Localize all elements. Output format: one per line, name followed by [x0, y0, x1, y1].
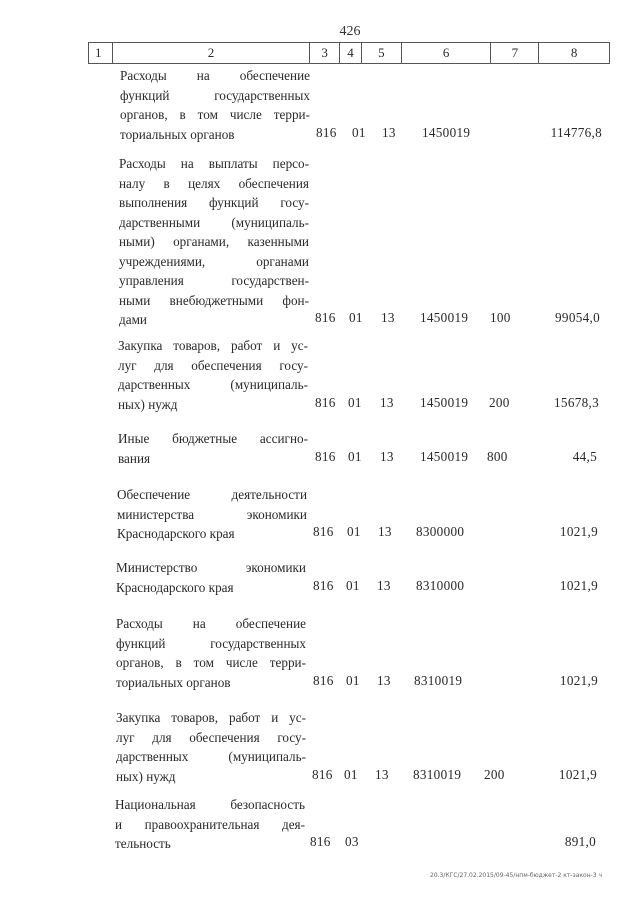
amount: 891,0: [564, 834, 596, 849]
ministry-code: 816: [310, 834, 331, 849]
row-description: [119, 154, 309, 330]
description-line: ториальных органов: [120, 126, 235, 142]
description-line: управления государствен-: [119, 273, 309, 288]
header-col-2: 2: [113, 43, 310, 63]
description-line: Расходы на обеспечение: [116, 616, 306, 631]
amount: 1021,9: [559, 524, 598, 539]
header-col-1: 1: [89, 43, 113, 63]
row-description: [116, 614, 306, 692]
ministry-code: 816: [312, 766, 333, 782]
ministry-code: 816: [313, 524, 334, 539]
row-description: [117, 485, 307, 544]
ministry-code: 816: [315, 448, 336, 464]
target-article-code: 8310000: [416, 577, 465, 593]
description-line: тельность: [115, 836, 171, 851]
footer-file-reference: 20.3/КГС/27.02.2015/09-45/нпм-бюджет-2 кт-закон-3 ч: [430, 872, 603, 879]
description-line: Министерство экономики: [116, 560, 306, 575]
table-header: [88, 42, 610, 64]
subsection-code: 13: [378, 524, 392, 539]
description-line: учреждениями, органами: [119, 253, 309, 269]
expense-type-code: 800: [487, 448, 508, 464]
amount: 15678,3: [554, 394, 599, 410]
description-line: луг для обеспечения госу-: [118, 357, 308, 373]
row-description: [116, 558, 306, 597]
row-description: [115, 795, 305, 854]
description-line: функций государственных: [116, 635, 306, 651]
amount: 1021,9: [558, 766, 597, 782]
header-col-7: 7: [491, 43, 539, 63]
section-code: 01: [352, 124, 366, 140]
description-line: Национальная безопасность: [115, 797, 305, 812]
section-code: 01: [347, 524, 361, 539]
description-line: ными внебюджетными фон-: [119, 292, 309, 308]
description-line: дарственными (муниципаль-: [119, 214, 309, 230]
description-line: ториальных органов: [116, 674, 231, 690]
subsection-code: 13: [377, 672, 391, 688]
ministry-code: 816: [313, 672, 334, 688]
description-line: Закупка товаров, работ и ус-: [118, 338, 308, 353]
description-line: Иные бюджетные ассигно-: [118, 431, 308, 446]
header-col-4: 4: [340, 43, 362, 63]
description-line: министерства экономики: [117, 506, 307, 522]
description-line: Закупка товаров, работ и ус-: [116, 710, 306, 725]
description-line: выполнения функций госу-: [119, 195, 309, 210]
subsection-code: 13: [380, 448, 394, 464]
row-description: [118, 336, 308, 414]
description-line: дами: [119, 312, 147, 327]
subsection-code: 13: [377, 577, 391, 593]
ministry-code: 816: [315, 394, 336, 410]
description-line: Обеспечение деятельности: [117, 487, 307, 502]
amount: 1021,9: [559, 672, 598, 688]
description-line: и правоохранительная дея-: [115, 816, 305, 832]
page-number: 426: [339, 24, 361, 39]
ministry-code: 816: [313, 577, 334, 593]
target-article-code: 1450019: [420, 448, 469, 464]
description-line: органов, в том числе терри-: [120, 107, 310, 122]
description-line: дарственных (муниципаль-: [116, 749, 306, 764]
description-line: дарственных (муниципаль-: [118, 377, 308, 392]
section-code: 01: [346, 672, 360, 688]
header-col-6: 6: [402, 43, 492, 63]
subsection-code: 13: [381, 310, 395, 325]
target-article-code: 1450019: [422, 124, 471, 140]
description-line: вания: [118, 450, 151, 466]
amount: 1021,9: [559, 577, 598, 593]
description-line: налу в целях обеспечения: [119, 175, 309, 191]
section-code: 03: [345, 834, 359, 849]
target-article-code: 8310019: [413, 766, 462, 782]
target-article-code: 1450019: [420, 310, 469, 325]
amount: 99054,0: [555, 310, 600, 325]
description-line: луг для обеспечения госу-: [116, 729, 306, 745]
description-line: ных) нужд: [116, 768, 176, 784]
header-col-8: 8: [570, 45, 578, 60]
subsection-code: 13: [380, 394, 394, 410]
amount: 44,5: [572, 448, 597, 464]
row-description: [120, 66, 310, 144]
row-description: [116, 708, 306, 786]
description-line: ными) органами, казенными: [119, 234, 309, 249]
description-line: органов, в том числе терри-: [116, 655, 306, 670]
subsection-code: 13: [375, 766, 389, 782]
amount: 114776,8: [550, 124, 602, 140]
description-line: Расходы на выплаты персо-: [119, 156, 309, 171]
description-line: Расходы на обеспечение: [120, 68, 310, 83]
expense-type-code: 200: [489, 394, 510, 410]
description-line: функций государственных: [120, 87, 310, 103]
expense-type-code: 200: [484, 766, 505, 782]
ministry-code: 816: [315, 310, 336, 325]
description-line: ных) нужд: [118, 396, 178, 412]
description-line: Краснодарского края: [117, 526, 235, 541]
header-col-5: 5: [362, 43, 402, 63]
section-code: 01: [349, 310, 363, 325]
ministry-code: 816: [316, 124, 337, 140]
section-code: 01: [344, 766, 358, 782]
target-article-code: 8300000: [416, 524, 465, 539]
section-code: 01: [348, 448, 362, 464]
header-col-3: 3: [310, 43, 340, 63]
row-description: [118, 429, 308, 468]
section-code: 01: [346, 577, 360, 593]
target-article-code: 1450019: [420, 394, 469, 410]
target-article-code: 8310019: [414, 672, 463, 688]
subsection-code: 13: [382, 124, 396, 140]
expense-type-code: 100: [490, 310, 511, 325]
description-line: Краснодарского края: [116, 579, 234, 595]
section-code: 01: [348, 394, 362, 410]
